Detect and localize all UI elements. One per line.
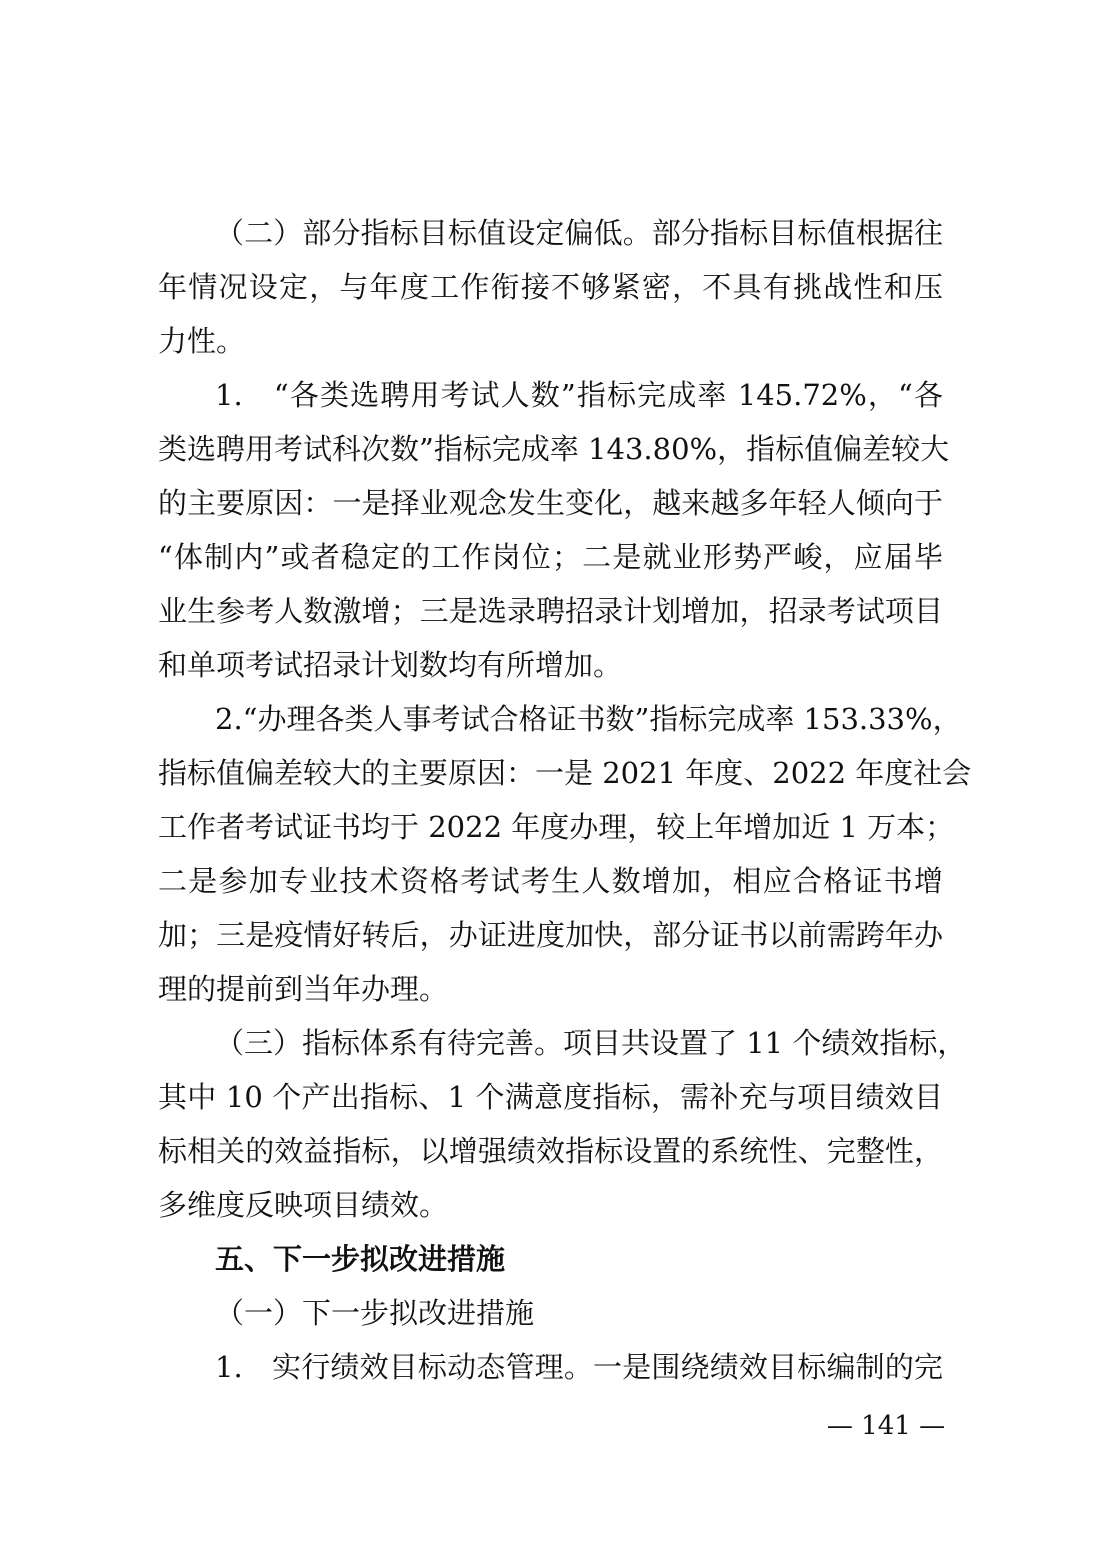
text-line: （三）指标体系有待完善。项目共设置了 11 个绩效指标， (215, 1026, 967, 1060)
section-heading: 五、下一步拟改进措施 (215, 1242, 506, 1276)
text-line: 业生参考人数激增；三是选录聘招录计划增加，招录考试项目 (158, 594, 943, 628)
text-line: 的主要原因：一是择业观念发生变化，越来越多年轻人倾向于 (158, 486, 943, 520)
text-line: 理的提前到当年办理。 (158, 972, 449, 1006)
text-line: 指标值偏差较大的主要原因：一是 2021 年度、2022 年度社会 (158, 756, 972, 790)
subsection-heading: （一）下一步拟改进措施 (215, 1296, 535, 1330)
text-line: 其中 10 个产出指标、1 个满意度指标，需补充与项目绩效目 (158, 1080, 943, 1114)
text-line: 1. “各类选聘用考试人数”指标完成率 145.72%，“各 (215, 378, 943, 412)
text-line: 1. 实行绩效目标动态管理。一是围绕绩效目标编制的完 (215, 1350, 943, 1384)
text-line: 标相关的效益指标，以增强绩效指标设置的系统性、完整性， (158, 1134, 943, 1168)
page-number: — 141 — (826, 1411, 946, 1441)
text-line: 类选聘用考试科次数”指标完成率 143.80%，指标值偏差较大 (158, 432, 950, 466)
text-line: 二是参加专业技术资格考试考生人数增加，相应合格证书增 (158, 864, 943, 898)
text-line: “体制内”或者稳定的工作岗位；二是就业形势严峻，应届毕 (158, 540, 943, 574)
text-line: 年情况设定，与年度工作衔接不够紧密，不具有挑战性和压 (158, 270, 943, 304)
text-line: 工作者考试证书均于 2022 年度办理，较上年增加近 1 万本； (158, 810, 955, 844)
text-line: 和单项考试招录计划数均有所增加。 (158, 648, 623, 682)
document-body (158, 206, 972, 1394)
text-line: 加；三是疫情好转后，办证进度加快，部分证书以前需跨年办 (158, 918, 943, 952)
text-line: 2.“办理各类人事考试合格证书数”指标完成率 153.33%， (215, 702, 962, 736)
text-line: 力性。 (158, 324, 246, 358)
text-line: 多维度反映项目绩效。 (158, 1188, 449, 1222)
text-line: （二）部分指标目标值设定偏低。部分指标目标值根据往 (215, 216, 943, 250)
